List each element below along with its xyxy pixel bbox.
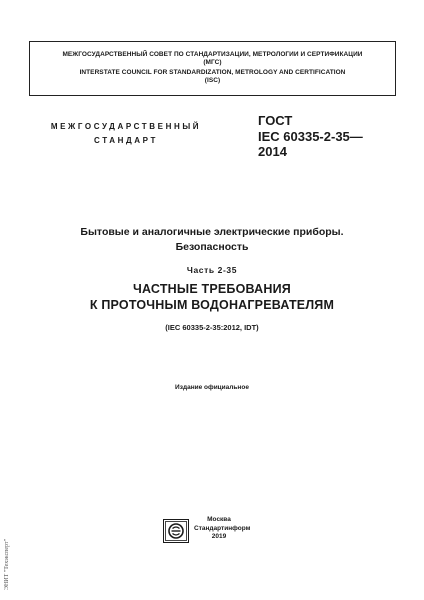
main-title-line1: ЧАСТНЫЕ ТРЕБОВАНИЯ bbox=[133, 282, 291, 296]
iec-reference: (IEC 60335-2-35:2012, IDT) bbox=[165, 323, 259, 332]
edition-note: Издание официальное bbox=[175, 384, 249, 391]
council-abbr-ru: (МГС) bbox=[203, 59, 222, 66]
standartinform-logo-icon bbox=[163, 519, 189, 543]
council-name-ru: МЕЖГОСУДАРСТВЕННЫЙ СОВЕТ ПО СТАНДАРТИЗАЦИИ, МЕТРОЛОГИИ И СЕРТИФИКАЦИИ bbox=[62, 51, 363, 58]
council-header-box bbox=[29, 41, 396, 96]
main-title-line2: К ПРОТОЧНЫМ ВОДОНАГРЕВАТЕЛЯМ bbox=[89, 298, 335, 312]
publisher-year: 2019 bbox=[211, 533, 227, 540]
part-number: Часть 2-35 bbox=[186, 265, 238, 275]
publisher-name: Стандартинформ bbox=[194, 524, 251, 532]
standard-label-line1: МЕЖГОСУДАРСТВЕННЫЙ bbox=[50, 122, 202, 131]
designation-line3: 2014 bbox=[258, 144, 287, 159]
council-name-en: INTERSTATE COUNCIL FOR STANDARDIZATION, METROLOGY AND CERTIFICATION bbox=[79, 69, 346, 76]
standard-designation bbox=[258, 113, 398, 160]
title-line1: Бытовые и аналогичные электрические приборы. bbox=[80, 226, 344, 238]
standard-label-line2: СТАНДАРТ bbox=[94, 136, 158, 145]
council-abbr-en: (ISC) bbox=[204, 77, 221, 84]
publisher-city: Москва bbox=[207, 516, 231, 523]
side-note: ЭНИТ "Техэксперт" bbox=[4, 538, 10, 590]
title-line2: Безопасность bbox=[175, 241, 249, 253]
designation-line1: ГОСТ bbox=[258, 113, 293, 128]
publisher-block bbox=[194, 516, 251, 542]
designation-line2: IEC 60335-2-35— bbox=[258, 128, 363, 144]
